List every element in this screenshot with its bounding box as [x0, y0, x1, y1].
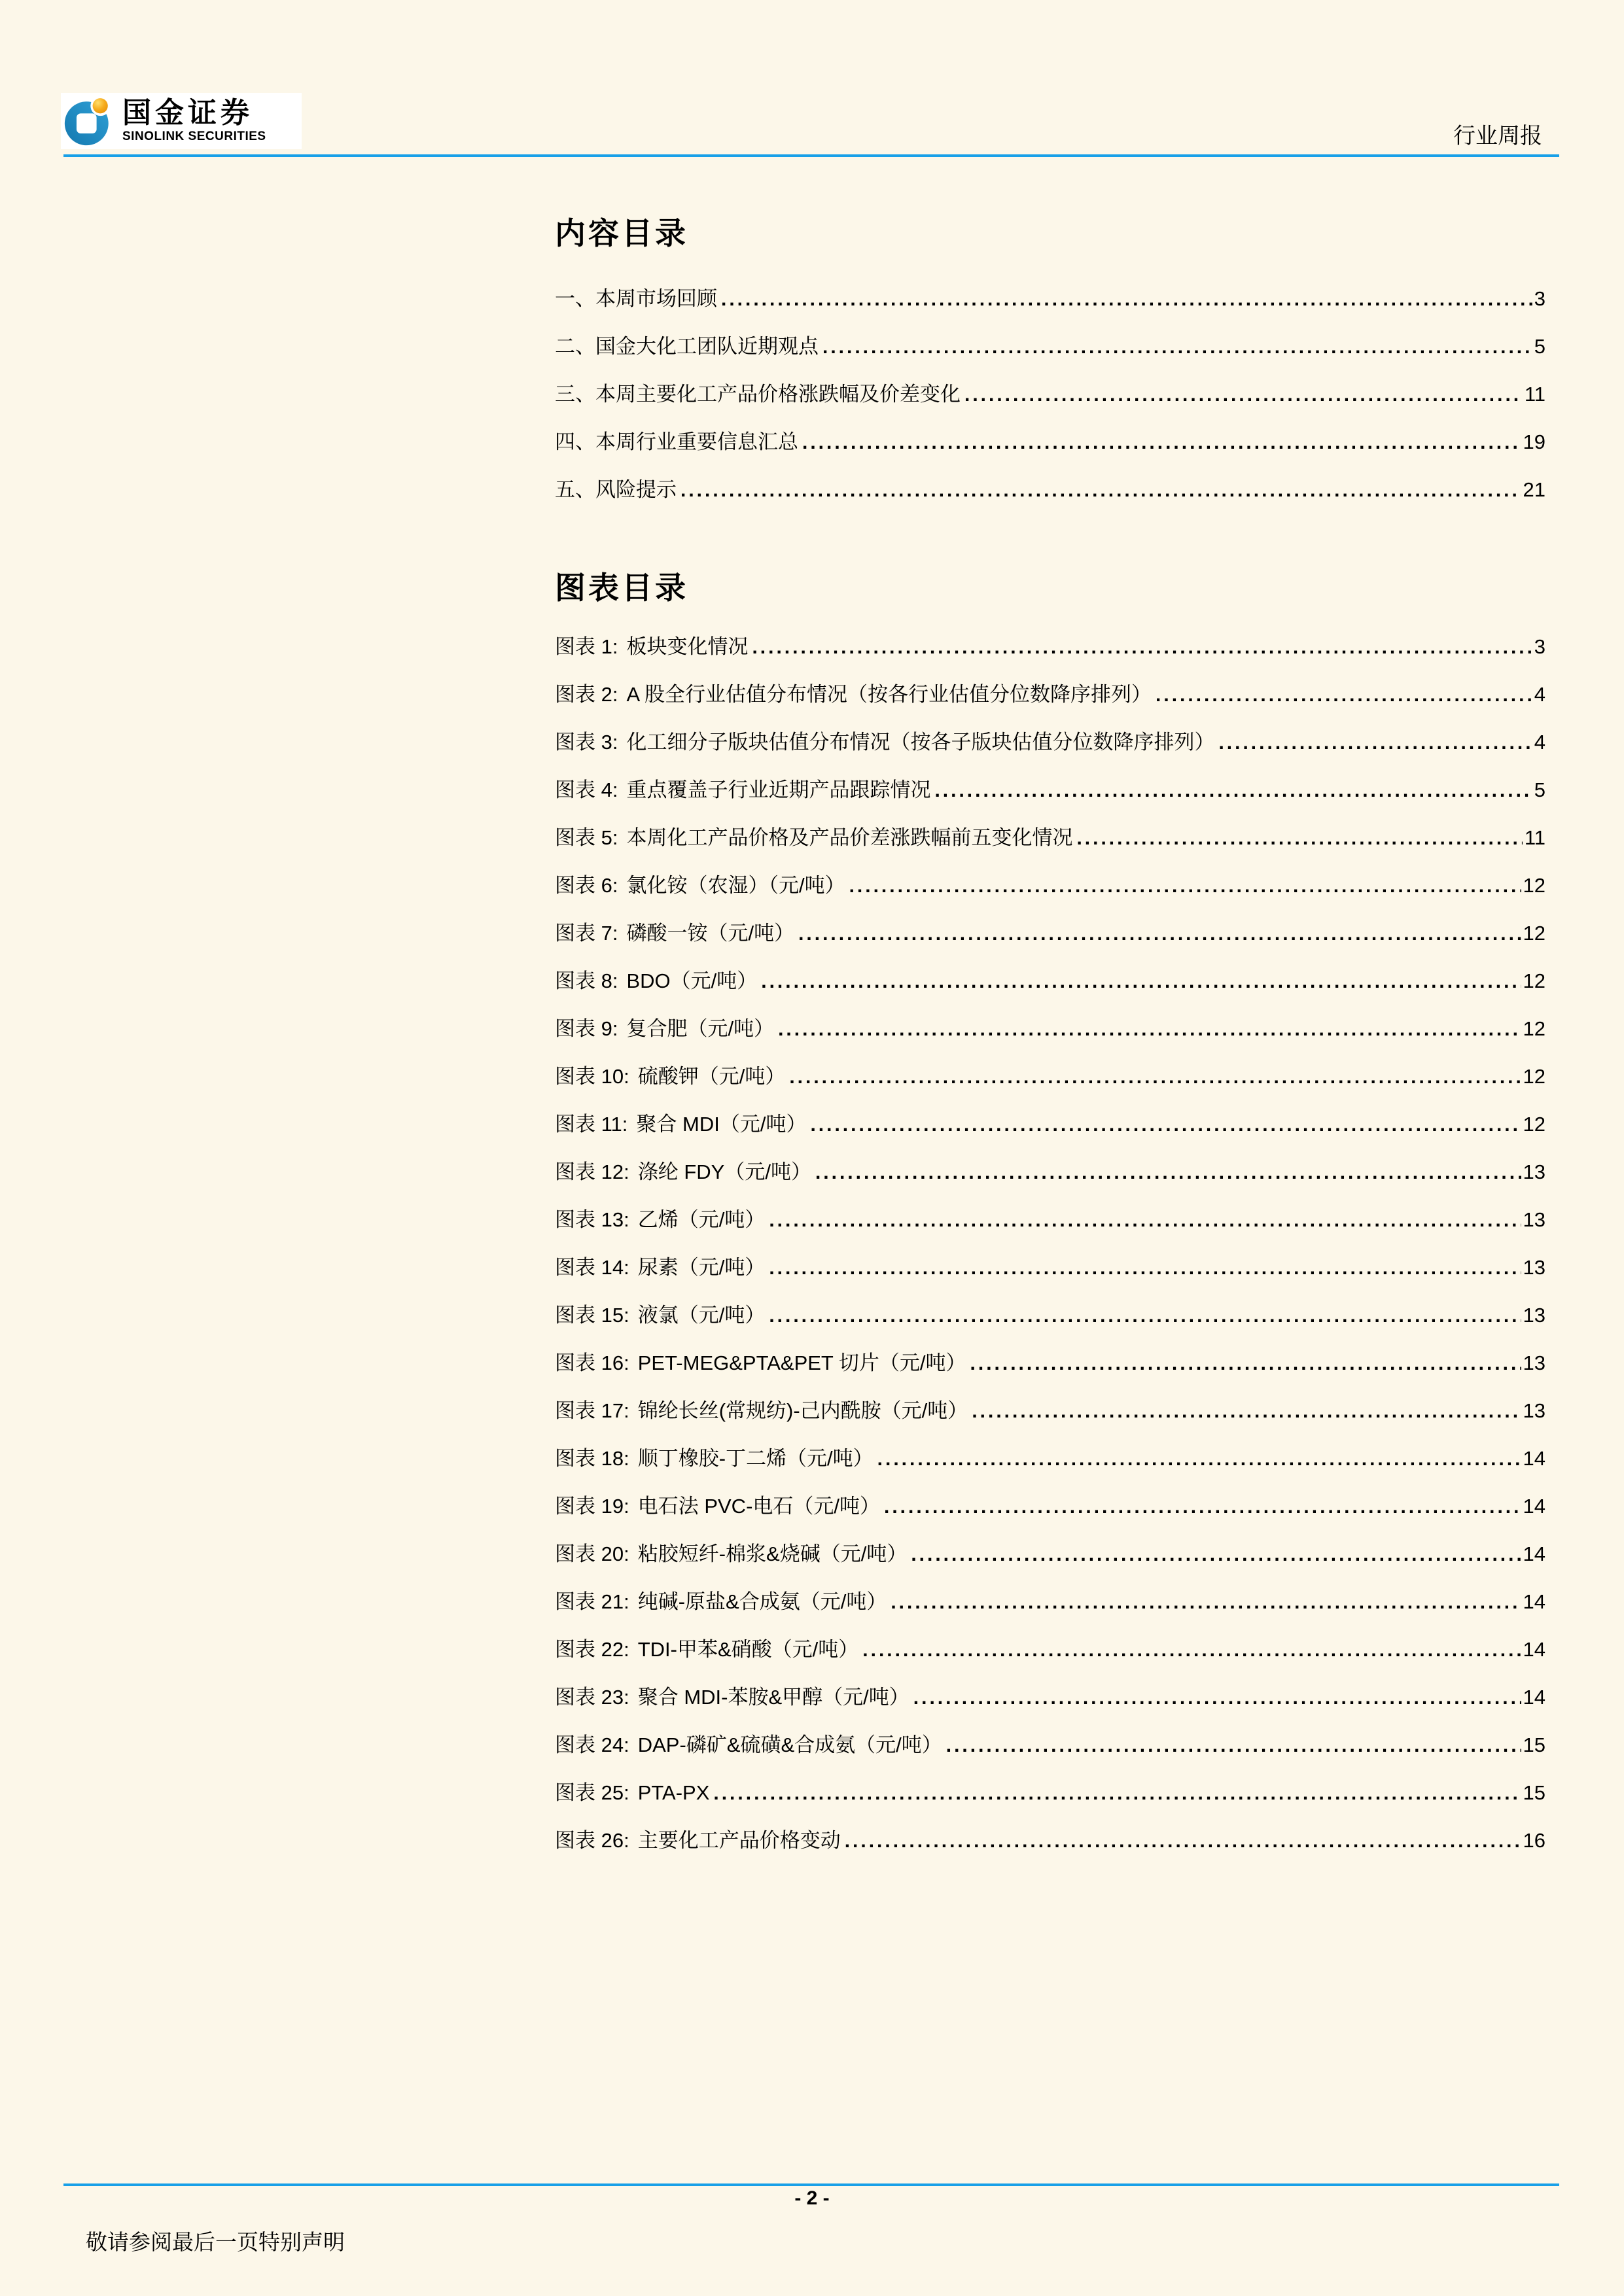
figure-entry-number: 图表 17: [555, 1399, 629, 1422]
figure-entry[interactable] [555, 1100, 1545, 1148]
figure-entry[interactable] [555, 1005, 1545, 1052]
figure-entry[interactable] [555, 814, 1545, 861]
figure-entry-title: 复合肥（元/吨） [626, 1017, 775, 1040]
toc-entry[interactable] [555, 418, 1545, 466]
toc-title: 内容目录 [555, 217, 688, 251]
dot-leader [1076, 814, 1522, 862]
dot-leader [802, 419, 1521, 466]
figure-entry-number: 图表 1: [555, 635, 618, 658]
dot-leader [769, 1292, 1521, 1340]
dot-leader [884, 1483, 1521, 1531]
figure-entry-number: 图表 3: [555, 731, 618, 754]
figure-entry-title: 电石法 PVC-电石（元/吨） [637, 1495, 881, 1518]
figure-entry-page: 13 [1523, 1399, 1545, 1422]
figure-entry-page: 13 [1523, 1160, 1545, 1183]
brand-text [122, 98, 266, 144]
dot-leader [778, 1005, 1521, 1053]
figure-entry[interactable] [555, 623, 1545, 670]
figure-entry-number: 图表 5: [555, 826, 618, 849]
figure-entry-title: 粘胶短纤-棉浆&烧碱（元/吨） [637, 1542, 908, 1565]
figure-entry-number: 图表 7: [555, 922, 618, 945]
toc-entry-page: 3 [1534, 287, 1545, 310]
figure-entry[interactable] [555, 1673, 1545, 1721]
toc-list [555, 275, 1545, 513]
figure-entry-page: 16 [1523, 1829, 1545, 1852]
figures-list [555, 623, 1545, 1864]
figure-entry-page: 11 [1524, 826, 1545, 849]
toc-entry-label: 三、本周主要化工产品价格涨跌幅及价差变化 [555, 383, 961, 406]
figure-entry[interactable] [555, 1244, 1545, 1291]
figure-entry-number: 图表 26: [555, 1829, 629, 1852]
figure-entry-page: 13 [1523, 1304, 1545, 1327]
brand-logo [61, 93, 302, 149]
figure-entry-title: 乙烯（元/吨） [637, 1208, 766, 1231]
toc-entry[interactable] [555, 275, 1545, 322]
figure-entry-page: 3 [1534, 635, 1545, 658]
figure-entry-title: 聚合 MDI-苯胺&甲醇（元/吨） [637, 1686, 909, 1709]
figure-entry-number: 图表 22: [555, 1638, 629, 1661]
toc-entry-page: 5 [1534, 335, 1545, 358]
figure-entry-title: 尿素（元/吨） [637, 1256, 766, 1279]
figure-entry-title: 化工细分子版块估值分布情况（按各子版块估值分位数降序排列） [626, 731, 1215, 754]
figure-entry-page: 14 [1523, 1686, 1545, 1709]
figure-entry-page: 5 [1534, 778, 1545, 801]
figure-entry-number: 图表 18: [555, 1447, 629, 1470]
figure-entry-title: 顺丁橡胶-丁二烯（元/吨） [637, 1447, 874, 1470]
figure-entry-title: 纯碱-原盐&合成氨（元/吨） [637, 1590, 887, 1613]
dot-leader [964, 371, 1523, 419]
figure-entry-page: 12 [1523, 1065, 1545, 1088]
dot-leader [822, 323, 1532, 371]
figure-entry-title: PTA-PX [637, 1781, 710, 1804]
dot-leader [721, 275, 1532, 323]
figure-entry-title: 硫酸钾（元/吨） [637, 1065, 786, 1088]
figure-entry-page: 13 [1523, 1351, 1545, 1374]
figure-entry[interactable] [555, 1435, 1545, 1482]
figure-entry[interactable] [555, 1148, 1545, 1196]
dot-leader [913, 1674, 1521, 1722]
dot-leader [761, 958, 1521, 1005]
dot-leader [1218, 719, 1532, 767]
sinolink-logo-icon [63, 94, 115, 148]
toc-entry-label: 四、本周行业重要信息汇总 [555, 430, 798, 453]
figure-entry-number: 图表 11: [555, 1113, 628, 1136]
page-number: - 2 - [794, 2187, 830, 2209]
dot-leader [798, 910, 1521, 958]
figure-entry-title: 聚合 MDI（元/吨） [636, 1113, 807, 1136]
figure-entry[interactable] [555, 957, 1545, 1005]
figure-entry-number: 图表 9: [555, 1017, 618, 1040]
dot-leader [1156, 671, 1532, 719]
figure-entry[interactable] [555, 1052, 1545, 1100]
figure-entry-number: 图表 25: [555, 1781, 629, 1804]
figure-entry[interactable] [555, 670, 1545, 718]
figure-entry-title: 本周化工产品价格及产品价差涨跌幅前五变化情况 [626, 826, 1073, 849]
toc-entry[interactable] [555, 322, 1545, 370]
figure-entry-title: 主要化工产品价格变动 [637, 1829, 841, 1852]
figure-entry-number: 图表 15: [555, 1304, 629, 1327]
dot-leader [845, 1817, 1521, 1865]
figure-entry-number: 图表 21: [555, 1590, 629, 1613]
dot-leader [891, 1578, 1521, 1626]
figure-entry-page: 12 [1523, 874, 1545, 897]
figure-entry-page: 12 [1523, 969, 1545, 992]
toc-entry-page: 19 [1523, 430, 1545, 453]
toc-entry-page: 11 [1524, 383, 1545, 406]
figure-entry-title: DAP-磷矿&硫磺&合成氨（元/吨） [637, 1733, 942, 1756]
figure-entry-page: 4 [1534, 731, 1545, 754]
figure-entry-page: 13 [1523, 1208, 1545, 1231]
figure-entry-number: 图表 24: [555, 1733, 629, 1756]
figure-entry-title: 磷酸一铵（元/吨） [626, 922, 795, 945]
figure-entry-title: TDI-甲苯&硝酸（元/吨） [637, 1638, 859, 1661]
figure-entry-number: 图表 23: [555, 1686, 629, 1709]
toc-entry-label: 一、本周市场回顾 [555, 287, 717, 310]
figure-entry-number: 图表 13: [555, 1208, 629, 1231]
dot-leader [769, 1244, 1521, 1292]
figure-entry-number: 图表 14: [555, 1256, 629, 1279]
figure-entry-title: PET-MEG&PTA&PET 切片（元/吨） [637, 1351, 966, 1374]
figure-entry-title: 涤纶 FDY（元/吨） [637, 1160, 811, 1183]
footer-disclaimer: 敬请参阅最后一页特别声明 [86, 2231, 345, 2255]
dot-leader [810, 1101, 1521, 1149]
figure-entry-page: 13 [1523, 1256, 1545, 1279]
toc-entry-label: 二、国金大化工团队近期观点 [555, 335, 819, 358]
toc-entry-page: 21 [1523, 478, 1545, 501]
figure-entry[interactable] [555, 1339, 1545, 1387]
header-divider [63, 154, 1559, 157]
report-type-label: 行业周报 [1453, 124, 1542, 148]
figure-entry-number: 图表 19: [555, 1495, 629, 1518]
dot-leader [877, 1435, 1521, 1483]
figure-entry[interactable] [555, 1387, 1545, 1435]
dot-leader [769, 1196, 1521, 1244]
dot-leader [911, 1531, 1521, 1578]
figure-entry[interactable] [555, 1817, 1545, 1864]
dot-leader [970, 1340, 1521, 1387]
dot-leader [946, 1722, 1521, 1769]
figure-entry[interactable] [555, 1196, 1545, 1244]
figure-entry-page: 15 [1523, 1781, 1545, 1804]
figure-entry-page: 4 [1534, 683, 1545, 706]
figure-entry-title: 板块变化情况 [626, 635, 749, 658]
figure-entry-title: 液氯（元/吨） [637, 1304, 766, 1327]
figure-entry[interactable] [555, 1769, 1545, 1817]
figure-entry-number: 图表 4: [555, 778, 618, 801]
dot-leader [713, 1769, 1521, 1817]
figure-entry[interactable] [555, 1291, 1545, 1339]
figure-entry-number: 图表 20: [555, 1542, 629, 1565]
figures-title: 图表目录 [555, 572, 688, 606]
figure-entry[interactable] [555, 1530, 1545, 1578]
figure-entry-page: 14 [1523, 1447, 1545, 1470]
figure-entry-page: 14 [1523, 1542, 1545, 1565]
figure-entry-page: 12 [1523, 1017, 1545, 1040]
dot-leader [934, 767, 1532, 814]
figure-entry-title: A 股全行业估值分布情况（按各行业估值分位数降序排列） [626, 683, 1152, 706]
brand-name-en: SINOLINK SECURITIES [122, 130, 266, 144]
figure-entry[interactable] [555, 1578, 1545, 1626]
toc-entry[interactable] [555, 466, 1545, 513]
figure-entry-page: 14 [1523, 1590, 1545, 1613]
figure-entry-page: 15 [1523, 1733, 1545, 1756]
dot-leader [862, 1626, 1521, 1674]
figure-entry[interactable] [555, 1482, 1545, 1530]
figure-entry-title: BDO（元/吨） [626, 969, 758, 992]
figure-entry-number: 图表 12: [555, 1160, 629, 1183]
dot-leader [752, 623, 1532, 671]
dot-leader [849, 862, 1521, 910]
figure-entry-title: 氯化铵（农湿）（元/吨） [626, 874, 845, 897]
figure-entry[interactable] [555, 718, 1545, 766]
figure-entry-number: 图表 10: [555, 1065, 629, 1088]
brand-name-cn: 国金证券 [122, 96, 253, 129]
dot-leader [680, 466, 1521, 514]
figure-entry[interactable] [555, 909, 1545, 957]
figure-entry-title: 重点覆盖子行业近期产品跟踪情况 [626, 778, 931, 801]
toc-entry-label: 五、风险提示 [555, 478, 677, 501]
figure-entry-page: 12 [1523, 922, 1545, 945]
dot-leader [815, 1149, 1521, 1196]
figure-entry-number: 图表 8: [555, 969, 618, 992]
figure-entry[interactable] [555, 1721, 1545, 1769]
toc-entry[interactable] [555, 370, 1545, 418]
figure-entry-number: 图表 2: [555, 683, 618, 706]
figure-entry-title: 锦纶长丝(常规纺)-己内酰胺（元/吨） [637, 1399, 968, 1422]
dot-leader [972, 1387, 1521, 1435]
dot-leader [789, 1053, 1521, 1101]
figure-entry-page: 12 [1523, 1113, 1545, 1136]
figure-entry[interactable] [555, 1626, 1545, 1673]
figure-entry-number: 图表 6: [555, 874, 618, 897]
figure-entry-page: 14 [1523, 1495, 1545, 1518]
figure-entry[interactable] [555, 861, 1545, 909]
footer-divider [63, 2183, 1559, 2186]
figure-entry-page: 14 [1523, 1638, 1545, 1661]
figure-entry[interactable] [555, 766, 1545, 814]
figure-entry-number: 图表 16: [555, 1351, 629, 1374]
